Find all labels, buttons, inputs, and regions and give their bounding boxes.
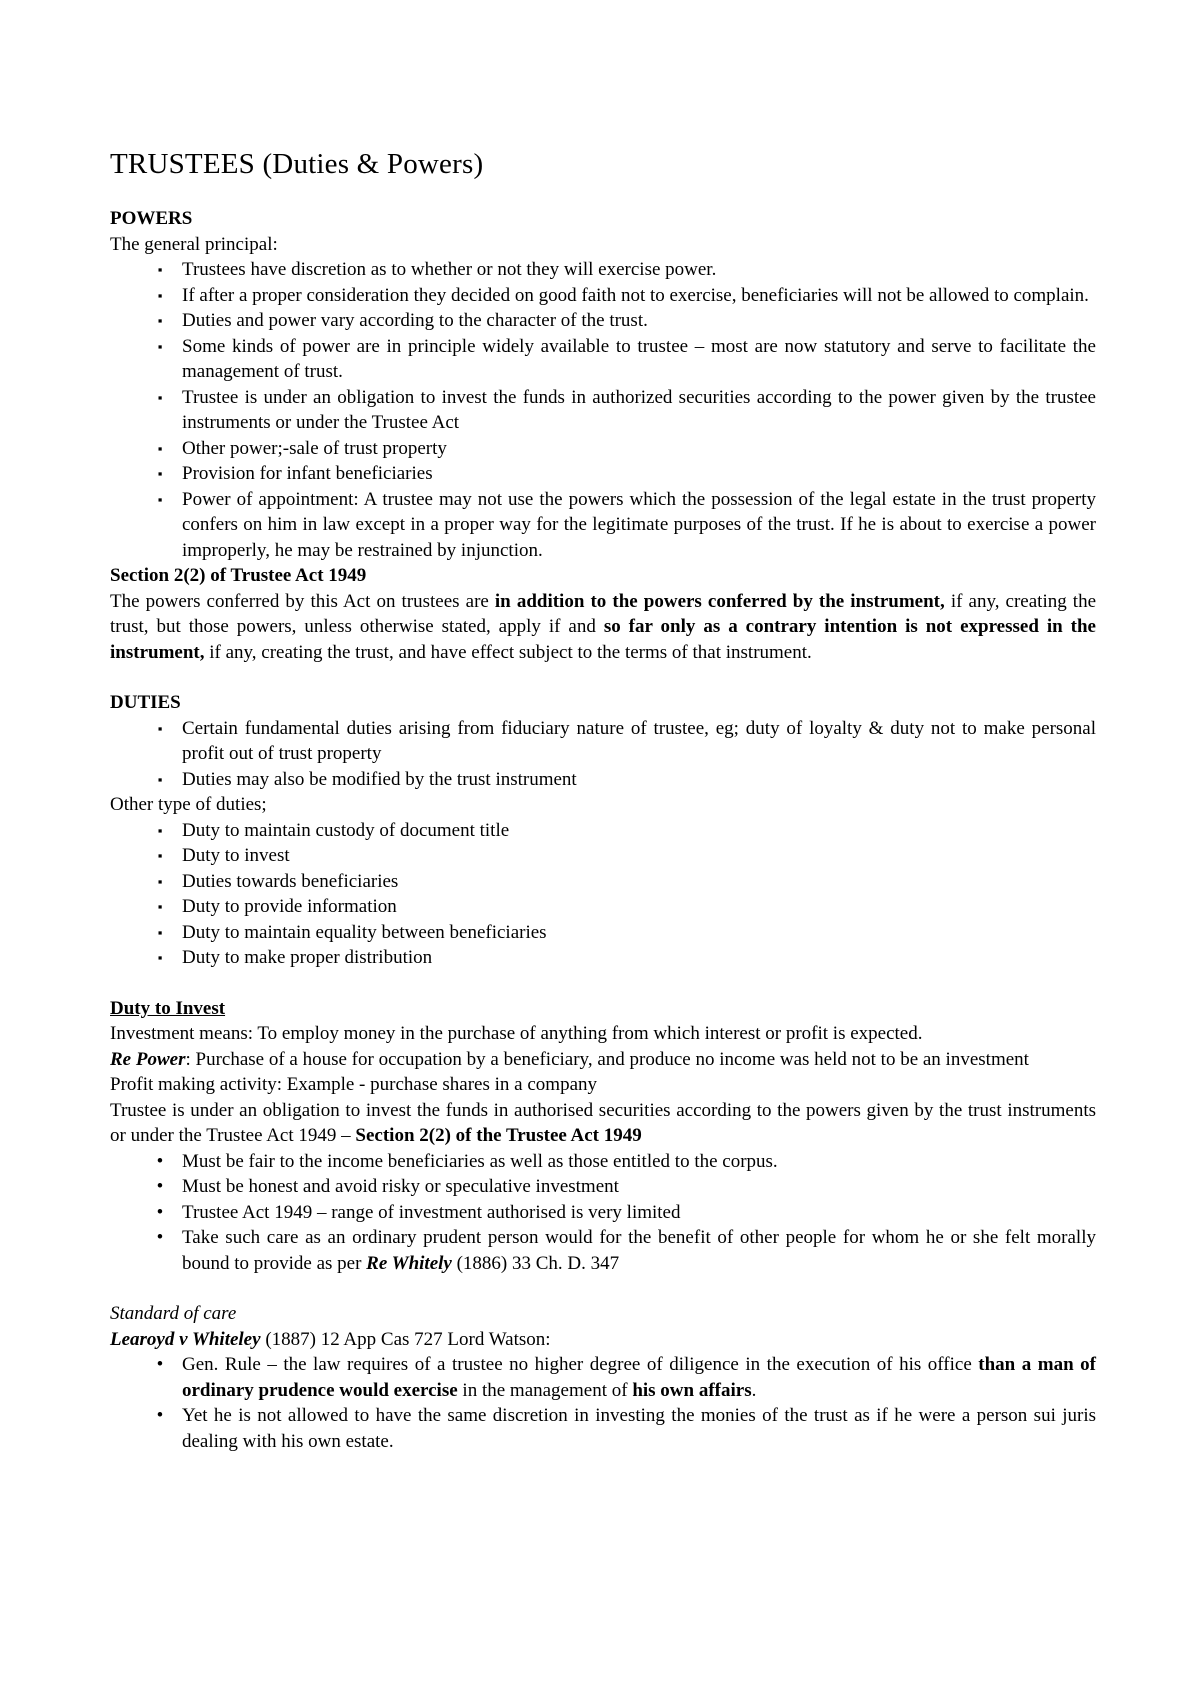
list-item: ▪ Power of appointment: A trustee may not use the powers which the possession of the legal estate in the trust property confers on him in law except in a proper way for the legitimate purposes of the trust. If he is about to exercise a power improperly, he may be restrained by injunction. <box>110 487 1096 564</box>
square-bullet-icon: ▪ <box>157 720 163 736</box>
list-item: ▪ Duties towards beneficiaries <box>110 869 1096 895</box>
list-item: ▪ Some kinds of power are in principle widely available to trustee – most are now statutory and serve to facilitate the management of trust. <box>110 334 1096 385</box>
duties-heading: DUTIES <box>110 692 181 713</box>
document-body <box>110 146 1096 1454</box>
bullet-icon: • <box>156 1150 164 1172</box>
duty-to-invest-heading: Duty to Invest <box>110 997 226 1019</box>
square-bullet-icon: ▪ <box>157 466 163 481</box>
powers-list <box>110 257 1096 563</box>
learoyd-case: Learoyd v Whiteley (1887) 12 App Cas 727 Lord Watson: <box>110 1328 551 1350</box>
bullet-icon: • <box>156 1201 164 1223</box>
invest-obligation: Trustee is under an obligation to invest the funds in authorised securities according to the powers given by the trust instruments or under the Trustee Act 1949 – Section 2(2) of the Trustee Act 1949 <box>110 1099 1096 1146</box>
square-bullet-icon: ▪ <box>157 924 163 940</box>
square-bullet-icon: ▪ <box>157 287 163 303</box>
bullet-icon: • <box>156 1227 164 1248</box>
list-item: • Take such care as an ordinary prudent person would for the benefit of other people for whom he or she felt morally bound to provide as per Re Whitely (1886) 33 Ch. D. 347 <box>110 1225 1096 1276</box>
list-item: • Trustee Act 1949 – range of investment authorised is very limited <box>110 1200 1096 1226</box>
re-power-case: Re Power: Purchase of a house for occupation by a beneficiary, and produce no income was held not to be an investment <box>110 1048 1029 1070</box>
list-item: ▪ Duties and power vary according to the character of the trust. <box>110 308 1096 334</box>
page-title: TRUSTEES (Duties & Powers) <box>110 148 484 180</box>
list-item: ▪ Duty to make proper distribution <box>110 945 1096 971</box>
square-bullet-icon: ▪ <box>157 822 163 838</box>
list-item: ▪ Other power;-sale of trust property <box>110 436 1096 462</box>
square-bullet-icon: ▪ <box>157 950 163 965</box>
list-item: ▪ If after a proper consideration they decided on good faith not to exercise, beneficiaries will not be allowed to complain. <box>110 283 1096 309</box>
list-item: ▪ Certain fundamental duties arising from fiduciary nature of trustee, eg; duty of loyalty & duty not to make personal profit out of trust property <box>110 716 1096 767</box>
bullet-icon: • <box>156 1354 164 1375</box>
square-bullet-icon: ▪ <box>157 491 163 507</box>
list-item: ▪ Trustees have discretion as to whether or not they will exercise power. <box>110 257 1096 283</box>
list-item: • Gen. Rule – the law requires of a trustee no higher degree of diligence in the execution of his office than a man of ordinary prudence would exercise in the management of his own affairs. <box>110 1352 1096 1403</box>
powers-intro: The general principal: <box>110 233 278 255</box>
square-bullet-icon: ▪ <box>157 338 163 354</box>
care-list <box>110 1352 1096 1454</box>
list-item: • Yet he is not allowed to have the same discretion in investing the monies of the trust as if he were a person sui juris dealing with his own estate. <box>110 1403 1096 1454</box>
invest-list <box>110 1149 1096 1277</box>
investment-meaning: Investment means: To employ money in the purchase of anything from which interest or profit is expected. <box>110 1023 923 1044</box>
standard-of-care-heading: Standard of care <box>110 1303 237 1324</box>
square-bullet-icon: ▪ <box>157 873 163 889</box>
square-bullet-icon: ▪ <box>157 771 163 787</box>
list-item: ▪ Provision for infant beneficiaries <box>110 461 1096 487</box>
square-bullet-icon: ▪ <box>157 848 163 863</box>
section-2-2-text: The powers conferred by this Act on trustees are in addition to the powers conferred by the instrument, if any, creating the trust, but those powers, unless otherwise stated, apply if and so far only as a contrary intention is not expressed in the instrument, if any, creating the trust, and have effect subject to the terms of that instrument. <box>110 590 1096 663</box>
square-bullet-icon: ▪ <box>157 313 163 328</box>
section-2-2-heading: Section 2(2) of Trustee Act 1949 <box>110 565 367 586</box>
square-bullet-icon: ▪ <box>157 440 163 456</box>
list-item: ▪ Duties may also be modified by the trust instrument <box>110 767 1096 793</box>
list-item: • Must be honest and avoid risky or speculative investment <box>110 1174 1096 1200</box>
list-item: ▪ Duty to provide information <box>110 894 1096 920</box>
list-item: ▪ Duty to maintain custody of document title <box>110 818 1096 844</box>
list-item: ▪ Duty to maintain equality between beneficiaries <box>110 920 1096 946</box>
powers-heading: POWERS <box>110 208 193 229</box>
duties-list <box>110 716 1096 793</box>
square-bullet-icon: ▪ <box>157 389 163 405</box>
other-duties-intro: Other type of duties; <box>110 794 267 815</box>
square-bullet-icon: ▪ <box>157 262 163 277</box>
bullet-icon: • <box>156 1405 164 1426</box>
list-item: ▪ Duty to invest <box>110 843 1096 869</box>
bullet-icon: • <box>156 1176 164 1197</box>
list-item: ▪ Trustee is under an obligation to invest the funds in authorized securities according to the power given by the trustee instruments or under the Trustee Act <box>110 385 1096 436</box>
other-duties-list <box>110 818 1096 971</box>
profit-activity: Profit making activity: Example - purchase shares in a company <box>110 1074 597 1095</box>
square-bullet-icon: ▪ <box>157 899 163 914</box>
list-item: • Must be fair to the income beneficiaries as well as those entitled to the corpus. <box>110 1149 1096 1175</box>
